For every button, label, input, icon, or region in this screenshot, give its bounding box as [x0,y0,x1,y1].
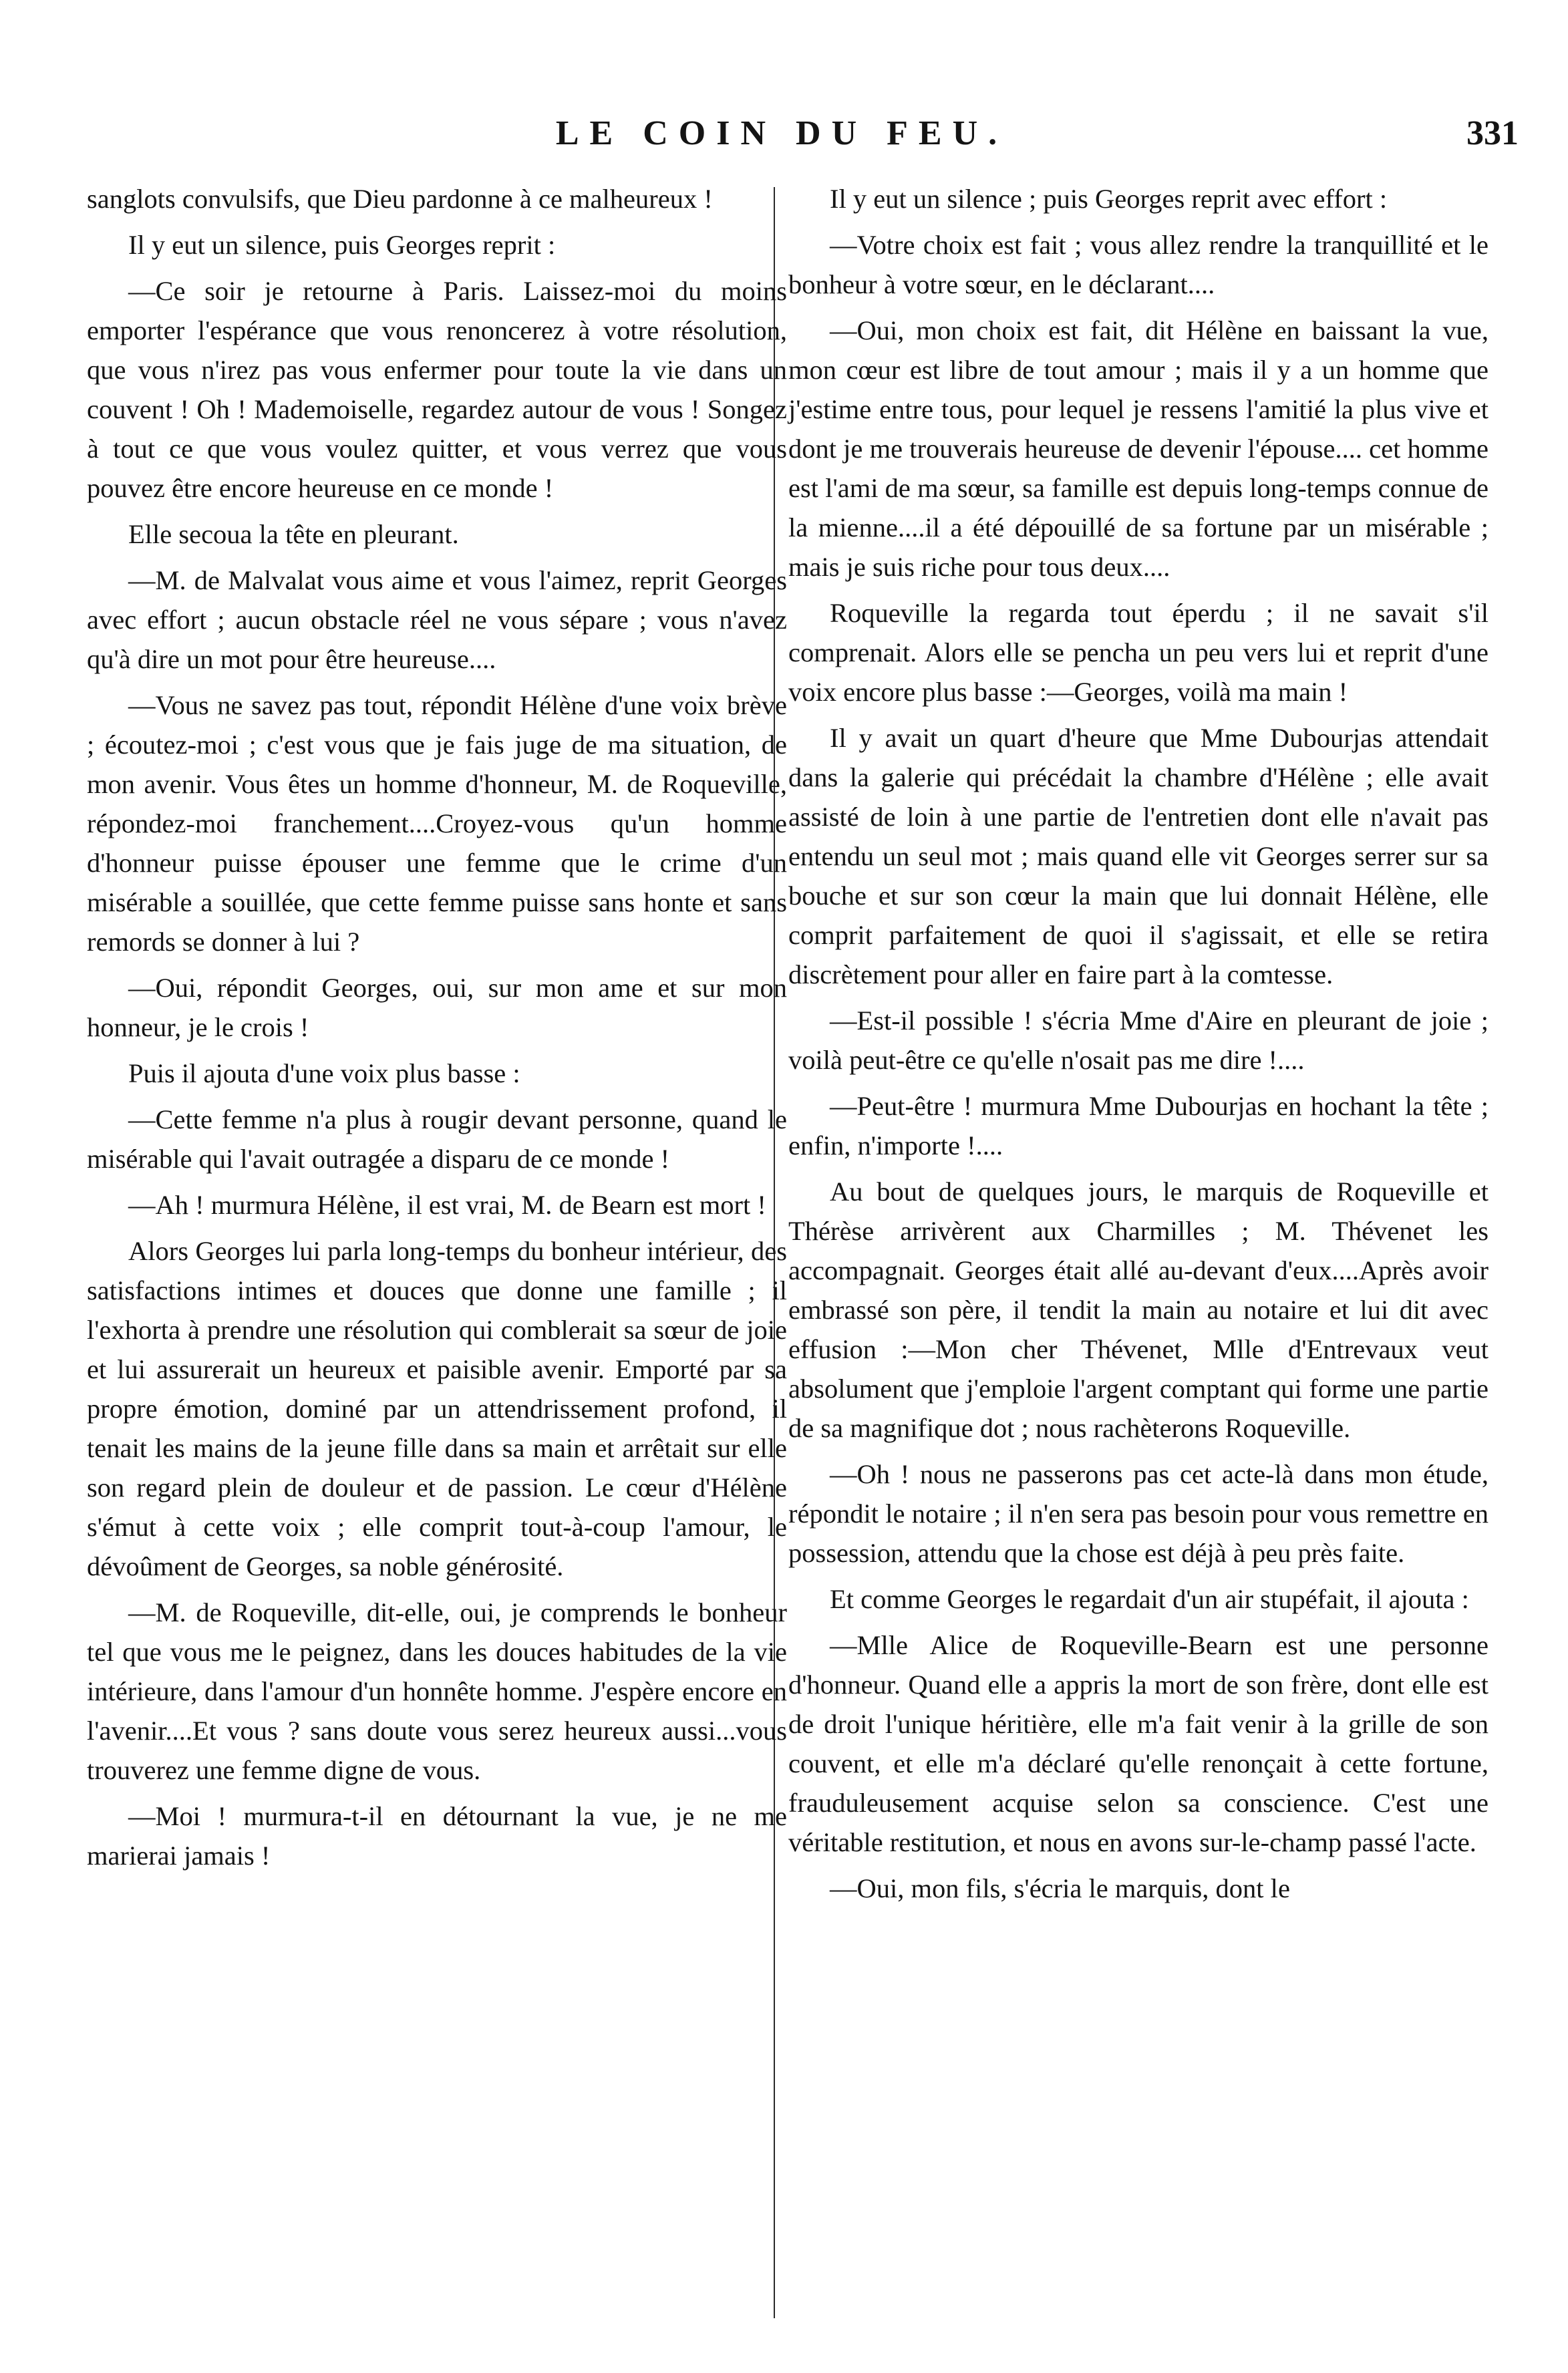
page-header [0,100,1568,160]
paragraph: Elle secoua la tête en pleurant. [128,519,459,549]
paragraph: Au bout de quelques jours, le marquis de Roqueville et Thérèse arrivèrent aux Charmilles ; M. Thévenet les accompagnait. Georges était allé au-devant d'eux....Après avoir embrassé son père, il tendit la main au notaire et lui dit avec effusion :—Mon cher Thévenet, Mlle d'Entrevaux veut absolument que j'emploie l'argent comptant qui forme une partie de sa magnifique dot ; nous rachèterons Roqueville. [788,1176,1488,1443]
paragraph: sanglots convulsifs, que Dieu pardonne à ce malheureux ! [87,184,713,214]
paragraph: —Oui, mon choix est fait, dit Hélène en baissant la vue, mon cœur est libre de tout amour ; mais il y a un homme que j'estime entre tous, pour lequel je ressens l'amitié la plus vive et dont je me trouverais heureuse de devenir l'épouse.... cet homme est l'ami de ma sœur, sa famille est depuis long-temps connue de la mienne....il a été dépouillé de sa fortune par un misérable ; mais je suis riche pour tous deux.... [788,315,1488,582]
left-column [87,179,787,1882]
paragraph: —Oui, répondit Georges, oui, sur mon ame et sur mon honneur, je le crois ! [87,973,787,1042]
paragraph: —Mlle Alice de Roqueville-Bearn est une personne d'honneur. Quand elle a appris la mort de son frère, dont elle est de droit l'unique héritière, elle m'a fait venir à la grille de son couvent, et elle m'a déclaré qu'elle renonçait à cette fortune, frauduleusement acquise selon sa conscience. C'est une véritable restitution, et nous en avons sur-le-champ passé l'acte. [788,1630,1488,1857]
paragraph: —Est-il possible ! s'écria Mme d'Aire en pleurant de joie ; voilà peut-être ce qu'elle n'osait pas me dire !.... [788,1005,1488,1075]
paragraph: —Ah ! murmura Hélène, il est vrai, M. de Bearn est mort ! [128,1190,766,1220]
paragraph: —Cette femme n'a plus à rougir devant personne, quand le misérable qui l'avait outragée a disparu de ce monde ! [87,1104,787,1174]
paragraph: Il y avait un quart d'heure que Mme Dubourjas attendait dans la galerie qui précédait la chambre d'Hélène ; elle avait assisté de loin à une partie de l'entretien dont elle n'avait pas entendu un seul mot ; mais quand elle vit Georges serrer sur sa bouche et sur son cœur la main que lui donnait Hélène, elle comprit parfaitement de quoi il s'agissait, et elle se retira discrètement pour aller en faire part à la comtesse. [788,723,1488,989]
paragraph: Il y eut un silence, puis Georges reprit : [128,230,556,260]
paragraph: —Votre choix est fait ; vous allez rendre la tranquillité et le bonheur à votre sœur, en le déclarant.... [788,230,1488,299]
paragraph: —Ce soir je retourne à Paris. Laissez-moi du moins emporter l'espérance que vous renoncerez à votre résolution, que vous n'irez pas vous enfermer pour toute la vie dans un couvent ! Oh ! Mademoiselle, regardez autour de vous ! Songez à tout ce que vous voulez quitter, et vous verrez que vous pouvez être encore heureuse en ce monde ! [87,276,787,503]
paragraph: —M. de Roqueville, dit-elle, oui, je comprends le bonheur tel que vous me le peignez, dans les douces habitudes de la vie intérieure, dans l'amour d'un honnête homme. J'espère encore en l'avenir....Et vous ? sans doute vous serez heureux aussi...vous trouverez une femme digne de vous. [87,1597,787,1785]
paragraph: —Oui, mon fils, s'écria le marquis, dont le [830,1873,1290,1903]
paragraph: Il y eut un silence ; puis Georges reprit avec effort : [830,184,1388,214]
paragraph: Alors Georges lui parla long-temps du bonheur intérieur, des satisfactions intimes et douces que donne une famille ; il l'exhorta à prendre une résolution qui comblerait sa sœur de joie et lui assurerait un heureux et paisible avenir. Emporté par sa propre émotion, dominé par un attendrissement profond, il tenait les mains de la jeune fille dans sa main et arrêtait sur elle son regard plein de douleur et de passion. Le cœur d'Hélène s'émut à cette voix ; elle comprit tout-à-coup l'amour, le dévoûment de Georges, sa noble générosité. [87,1236,787,1581]
paragraph: —Vous ne savez pas tout, répondit Hélène d'une voix brève ; écoutez-moi ; c'est vous que je fais juge de ma situation, de mon avenir. Vous êtes un homme d'honneur, M. de Roqueville, répondez-moi franchement....Croyez-vous qu'un homme d'honneur puisse épouser une femme que le crime d'un misérable a souillée, que cette femme puisse sans honte et sans remords se donner à lui ? [87,690,787,957]
paragraph: Et comme Georges le regardait d'un air stupéfait, il ajouta : [830,1584,1469,1614]
running-title: LE COIN DU FEU. [555,114,1008,152]
right-column [788,179,1488,1915]
page-number: 331 [1466,114,1519,152]
paragraph: —M. de Malvalat vous aime et vous l'aimez, reprit Georges avec effort ; aucun obstacle réel ne vous sépare ; vous n'avez qu'à dire un mot pour être heureuse.... [87,565,787,674]
paragraph: Roqueville la regarda tout éperdu ; il ne savait s'il comprenait. Alors elle se pencha un peu vers lui et reprit d'une voix encore plus basse :—Georges, voilà ma main ! [788,598,1488,707]
paragraph: —Moi ! murmura-t-il en détournant la vue, je ne me marierai jamais ! [87,1801,787,1871]
paragraph: —Oh ! nous ne passerons pas cet acte-là dans mon étude, répondit le notaire ; il n'en sera pas besoin pour vous remettre en possession, attendu que la chose est déjà à peu près faite. [788,1459,1488,1568]
paragraph: Puis il ajouta d'une voix plus basse : [128,1058,520,1088]
paragraph: —Peut-être ! murmura Mme Dubourjas en hochant la tête ; enfin, n'importe !.... [788,1091,1488,1160]
